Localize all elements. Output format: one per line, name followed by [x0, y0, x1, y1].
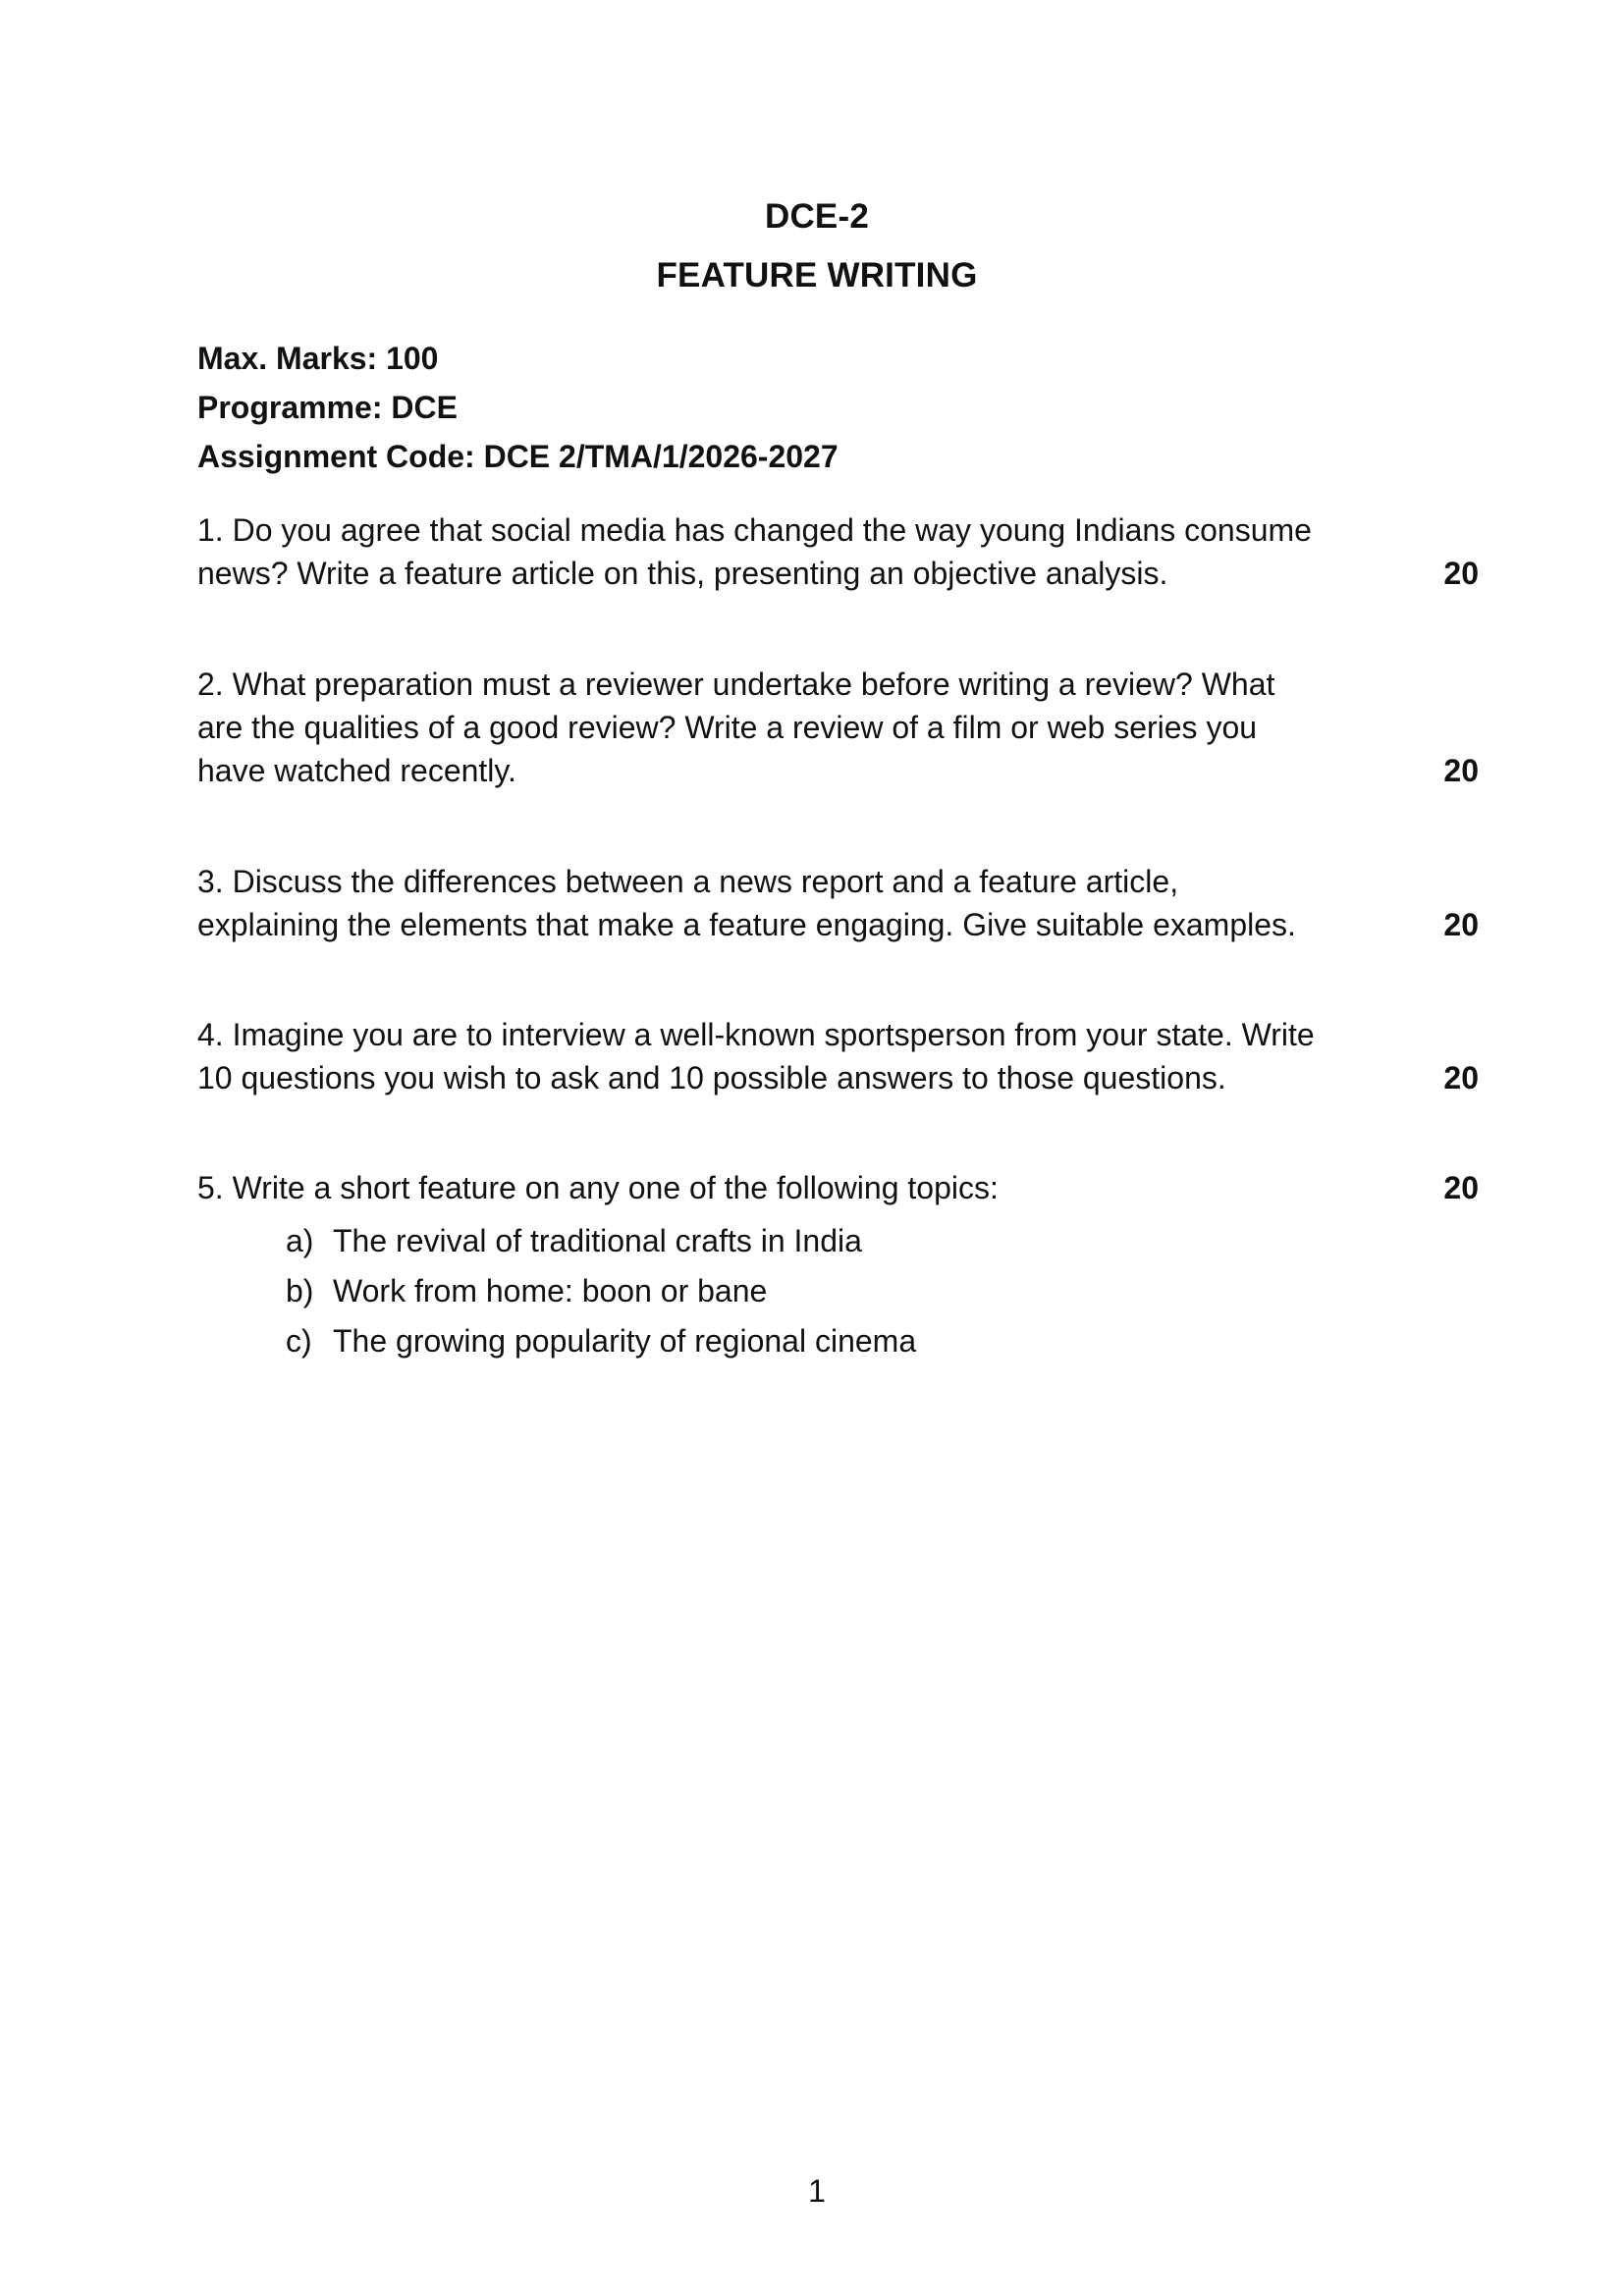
question-line: 10 questions you wish to ask and 10 possible answers to those questions. [197, 1060, 1226, 1095]
option-letter: a) [286, 1223, 314, 1258]
question-line: 1. Do you agree that social media has changed the way young Indians consume [197, 512, 1312, 548]
question-line: have watched recently. [197, 753, 516, 788]
question-line: 2. What preparation must a reviewer undertake before writing a review? What [197, 667, 1275, 702]
question-text [197, 508, 1385, 595]
question-marks: 20 [1443, 1170, 1479, 1205]
option-letter: c) [286, 1323, 312, 1359]
course-title: FEATURE WRITING [656, 256, 978, 294]
question-marks: 20 [1443, 556, 1479, 591]
question-marks: 20 [1443, 907, 1479, 942]
question-line: 5. Write a short feature on any one of the following topics: [197, 1170, 999, 1205]
question-text [197, 1013, 1385, 1099]
question-1 [197, 508, 1479, 595]
question-text [197, 663, 1385, 792]
course-code: DCE-2 [764, 197, 870, 236]
option-text: The revival of traditional crafts in India [333, 1223, 862, 1258]
question-2 [197, 663, 1479, 792]
assignment-meta [197, 334, 839, 481]
question-line: news? Write a feature article on this, presenting an objective analysis. [197, 556, 1168, 591]
topic-options-list [286, 1216, 916, 1366]
topic-option-c [286, 1316, 916, 1366]
question-line: explaining the elements that make a feature engaging. Give suitable examples. [197, 907, 1296, 942]
topic-option-b [286, 1266, 916, 1316]
question-text [197, 860, 1385, 946]
question-line: are the qualities of a good review? Write a review of a film or web series you [197, 710, 1258, 745]
programme: Programme: DCE [197, 390, 458, 425]
question-4 [197, 1013, 1479, 1099]
question-text [197, 1166, 1385, 1209]
option-letter: b) [286, 1273, 314, 1308]
page-number: 1 [808, 2173, 826, 2209]
max-marks: Max. Marks: 100 [197, 341, 439, 376]
question-line: 4. Imagine you are to interview a well-known sportsperson from your state. Write [197, 1017, 1315, 1052]
assignment-code: Assignment Code: DCE 2/TMA/1/2026-2027 [197, 439, 839, 474]
question-line: 3. Discuss the differences between a news report and a feature article, [197, 864, 1179, 899]
question-marks: 20 [1443, 753, 1479, 788]
question-5 [197, 1166, 1479, 1209]
topic-option-a [286, 1216, 916, 1266]
question-3 [197, 860, 1479, 946]
option-text: The growing popularity of regional cinema [333, 1323, 917, 1359]
option-text: Work from home: boon or bane [333, 1273, 768, 1308]
question-marks: 20 [1443, 1060, 1479, 1095]
